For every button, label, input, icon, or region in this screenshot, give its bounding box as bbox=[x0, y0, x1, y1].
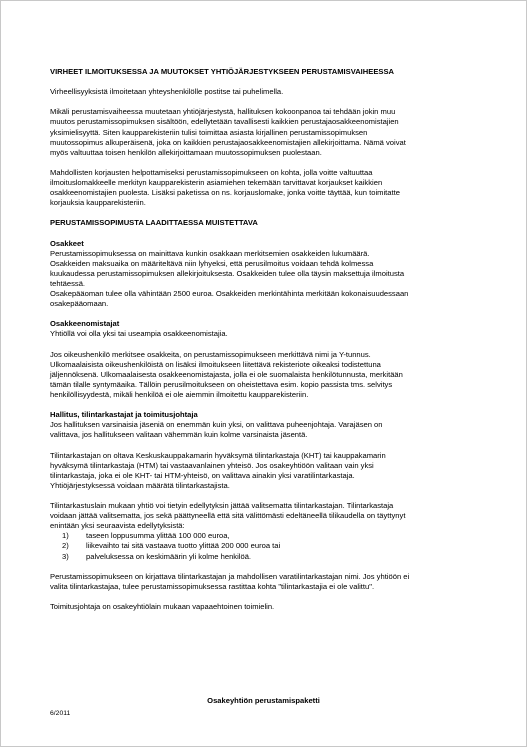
text-line: Osakepääoman tulee olla vähintään 2500 euroa. Osakkeiden merkintähinta merkitään kokonaisuudessaan bbox=[50, 289, 409, 299]
paragraph-board bbox=[50, 420, 480, 440]
list-item: 3) palveluksessa on keskimäärin yli kolme henkilöä. bbox=[62, 551, 252, 561]
text-line: Osakkeiden maksuaika on määriteltävä niin lyhyeksi, että perusilmoitus voidaan tehdä kolmessa bbox=[50, 258, 374, 268]
text-line: ilmoituslomakkeelle merkityn kaupparekisterin asiamiehen tekemään tarvittavat korjaukset kaikkien bbox=[50, 178, 383, 188]
text-line: tilintarkastaja, joka ei ole KHT- tai HTM-yhteisö, on valittava ainakin yksi varatilintarkastaja. bbox=[50, 470, 355, 480]
text-line: hyväksymä tilintarkastaja (HTM) tai vastaavanlainen yhteisö. Jos osakeyhtiöön valitaan vain yksi bbox=[50, 460, 374, 470]
main-title: VIRHEET ILMOITUKSESSA JA MUUTOKSET YHTIÖJÄRJESTYKSEEN PERUSTAMISVAIHEESSA bbox=[50, 67, 395, 76]
heading-shares: Osakkeet bbox=[50, 238, 84, 248]
text-line: tämän tilalle syntymäaika. Tällöin perusilmoitukseen on oheistettava esim. kopio passista tms. selvitys bbox=[50, 379, 393, 389]
paragraph-shares bbox=[50, 249, 480, 310]
text-line: jäljennöksenä. Ulkomaalaisesta osakkeenomistajasta, jolla ei ole suomalaista henkilötunnusta, merkitään bbox=[50, 369, 403, 379]
paragraph-auditor-name bbox=[50, 572, 480, 592]
text-line: osakepääomaan. bbox=[50, 299, 109, 309]
document-body bbox=[50, 67, 480, 612]
text-line: Mikäli perustamisvaiheessa muutetaan yhtiöjärjestystä, hallituksen kokoonpanoa tai tehdään jokin muu bbox=[50, 107, 396, 117]
text-line: muutos perustamissopimuksen sisältöön, edellytetään tavallisesti kaikkien perustajaosakkeenomistajien bbox=[50, 117, 399, 127]
paragraph-audit-law bbox=[50, 501, 480, 531]
text-line: yksimielisyyttä. Siten kaupparekisteriin tulisi toimittaa asiasta kirjallinen perustamissopimuksen bbox=[50, 127, 368, 137]
footer-title: Osakeyhtiön perustamispaketti bbox=[207, 696, 320, 705]
conditions-list bbox=[50, 531, 480, 561]
paragraph-corrections bbox=[50, 168, 480, 208]
text-line: korjauksia kaupparekisteriin. bbox=[50, 198, 146, 208]
text-line: Perustamissopimuksessa on mainittava kunkin osakkaan merkitsemien osakkeiden lukumäärä. bbox=[50, 248, 370, 258]
text-line: voidaan jättää valitsematta, jos sekä päättyneellä että sitä välittömästi edeltäneellä tilikaudella on täyttynyt bbox=[50, 511, 406, 521]
heading-board: Hallitus, tilintarkastajat ja toimitusjohtaja bbox=[50, 410, 198, 420]
heading-shareholders: Osakkeenomistajat bbox=[50, 319, 120, 329]
text-line: enintään yksi seuraavista edellytyksistä: bbox=[50, 521, 185, 531]
text-line: Jos oikeushenkilö merkitsee osakkeita, on perustamissopimukseen merkittävä nimi ja Y-tunnus. bbox=[50, 349, 371, 359]
text-line: Mahdollisten korjausten helpottamiseksi perustamissopimukseen on kohta, jolla voitte valtuuttaa bbox=[50, 167, 373, 177]
text-line: Tilintarkastajan on oltava Keskuskauppakamarin hyväksymä tilintarkastaja (KHT) tai kauppakamarin bbox=[50, 450, 386, 460]
paragraph-changes bbox=[50, 107, 480, 157]
text-line: myös valtuuttaa toisen henkilön allekirjoittamaan muutossopimuksen puolestaan. bbox=[50, 147, 322, 157]
text-line: valittava, jos hallitukseen valitaan vähemmän kuin kolme varsinaista jäsentä. bbox=[50, 430, 308, 440]
paragraph-shareholders: Yhtiöllä voi olla yksi tai useampia osakkeenomistajia. bbox=[50, 329, 228, 339]
text-line: henkilöllisyydestä, mikäli henkilöä ei ole aiemmin ilmoitettu kaupparekisteriin. bbox=[50, 390, 309, 399]
text-line: Ulkomaalaisista oikeushenkilöistä on lisäksi ilmoitukseen liitettävä rekisteriote oikeaksi todistettuna bbox=[50, 359, 381, 369]
text-line: Yhtiöjärjestyksessä voidaan määrätä tilintarkastajista. bbox=[50, 480, 230, 490]
paragraph-ceo: Toimitusjohtaja on osakeyhtiölain mukaan vapaaehtoinen toimielin. bbox=[50, 601, 275, 611]
section-title-agreement: PERUSTAMISSOPIMUSTA LAADITTAESSA MUISTETTAVA bbox=[50, 218, 258, 228]
paragraph-errors: Virheellisyyksistä ilmoitetaan yhteyshenkilölle postitse tai puhelimella. bbox=[50, 87, 284, 97]
paragraph-auditor bbox=[50, 451, 480, 491]
text-line: osakkeenomistajien puolesta. Lisäksi paketissa on ns. korjauslomake, jonka voitte täyttää, kun toimitatte bbox=[50, 188, 400, 198]
list-item: 1) taseen loppusumma ylittää 100 000 euroa, bbox=[62, 531, 230, 541]
text-line: muutossopimus alkuperäisenä, joka on kaikkien perustajaosakkeenomistajien allekirjoittama. Nämä voivat bbox=[50, 137, 406, 147]
text-line: valita tilintarkastajaa, tulee perustamissopimuksessa rastittaa kohta "tilintarkastajia ei ole valittu". bbox=[50, 581, 375, 591]
text-line: Jos hallituksen varsinaisia jäseniä on enemmän kuin yksi, on valittava puheenjohtaja. Varajäsen on bbox=[50, 420, 383, 430]
text-line: tehtäessä. bbox=[50, 278, 86, 288]
text-line: Perustamissopimukseen on kirjattava tilintarkastajan ja mahdollisen varatilintarkastajan nimi. Jos yhtiöön ei bbox=[50, 571, 410, 581]
text-line: Tilintarkastuslain mukaan yhtiö voi tietyin edellytyksin jättää valitsematta tilintarkastajan. Tilintarkastaja bbox=[50, 501, 394, 511]
list-item: 2) liikevaihto tai sitä vastaava tuotto ylittää 200 000 euroa tai bbox=[62, 541, 281, 551]
text-line: kuukaudessa perustamissopimuksen allekirjoituksesta. Osakkeiden tulee olla täysin maksettuja ilmoitusta bbox=[50, 268, 405, 278]
paragraph-legal-persons bbox=[50, 350, 480, 400]
footer-date: 6/2011 bbox=[50, 710, 71, 717]
